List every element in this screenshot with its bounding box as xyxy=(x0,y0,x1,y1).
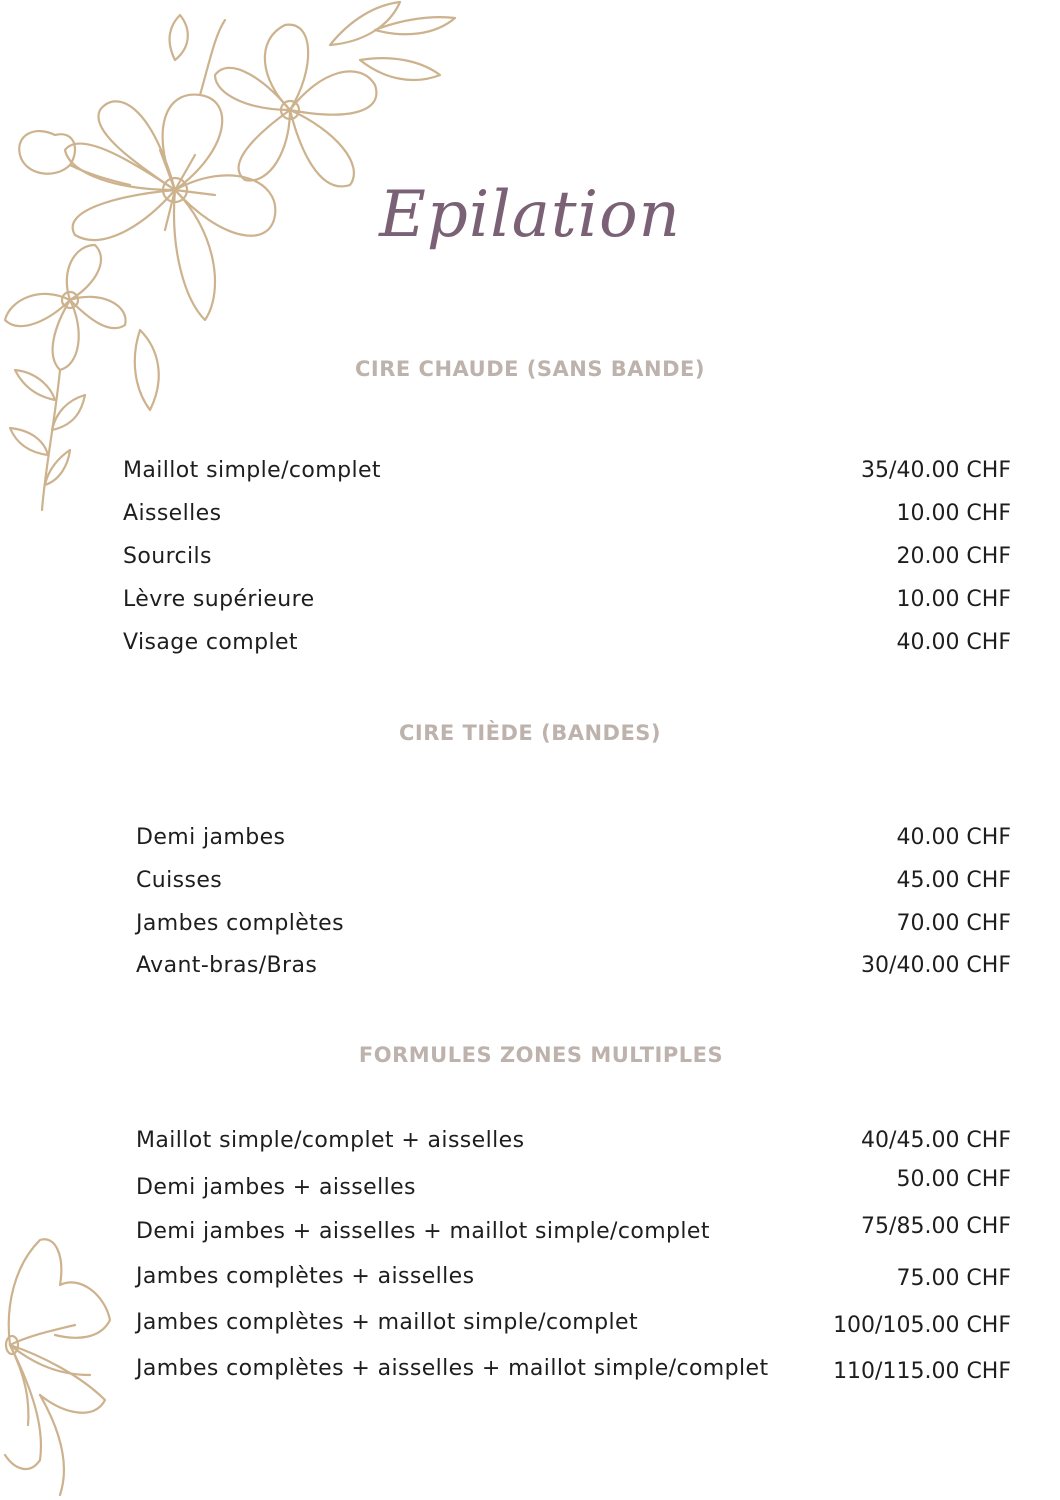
service-name: Aisselles xyxy=(123,501,222,526)
price-row xyxy=(0,587,1060,621)
service-price: 35/40.00 CHF xyxy=(861,458,1011,483)
service-name: Jambes complètes + aisselles xyxy=(136,1264,475,1289)
service-name: Sourcils xyxy=(123,544,212,569)
price-row xyxy=(0,1264,1060,1298)
service-name: Demi jambes xyxy=(136,825,286,850)
price-row xyxy=(0,1356,1060,1390)
service-price: 40.00 CHF xyxy=(896,825,1011,850)
service-name: Visage complet xyxy=(123,630,298,655)
service-price: 40.00 CHF xyxy=(896,630,1011,655)
service-price: 20.00 CHF xyxy=(896,544,1011,569)
service-name: Lèvre supérieure xyxy=(123,587,315,612)
price-row xyxy=(0,825,1060,859)
section-heading-cire-chaude: CIRE CHAUDE (SANS BANDE) xyxy=(355,357,705,381)
price-row xyxy=(0,953,1060,987)
service-price: 110/115.00 CHF xyxy=(833,1359,1011,1384)
price-row xyxy=(0,1128,1060,1162)
service-price: 75.00 CHF xyxy=(896,1266,1011,1291)
service-price: 45.00 CHF xyxy=(896,868,1011,893)
service-price: 30/40.00 CHF xyxy=(861,953,1011,978)
price-row xyxy=(0,630,1060,664)
service-price: 100/105.00 CHF xyxy=(833,1313,1011,1338)
floral-illustration-top xyxy=(0,0,470,520)
price-row xyxy=(0,1214,1060,1253)
service-name: Maillot simple/complet xyxy=(123,458,381,483)
section-heading-cire-tiede: CIRE TIÈDE (BANDES) xyxy=(398,721,662,745)
service-price: 10.00 CHF xyxy=(896,501,1011,526)
service-price: 70.00 CHF xyxy=(896,911,1011,936)
price-row xyxy=(0,501,1060,535)
price-row xyxy=(0,544,1060,578)
service-price: 40/45.00 CHF xyxy=(861,1128,1011,1153)
service-price: 10.00 CHF xyxy=(896,587,1011,612)
service-name: Jambes complètes + aisselles + maillot simple/complet xyxy=(136,1356,769,1381)
service-name: Avant-bras/Bras xyxy=(136,953,318,978)
service-price: 75/85.00 CHF xyxy=(861,1214,1011,1239)
price-row xyxy=(0,911,1060,945)
service-name: Maillot simple/complet + aisselles xyxy=(136,1128,525,1153)
service-price: 50.00 CHF xyxy=(896,1167,1011,1192)
service-name: Jambes complètes + maillot simple/complet xyxy=(136,1310,638,1335)
price-row xyxy=(0,458,1060,492)
price-row xyxy=(0,1310,1060,1344)
page-title: Epilation xyxy=(379,178,681,252)
service-name: Jambes complètes xyxy=(136,911,344,936)
section-heading-formules: FORMULES ZONES MULTIPLES xyxy=(358,1043,724,1067)
service-name: Cuisses xyxy=(136,868,223,893)
price-row xyxy=(0,868,1060,902)
price-row xyxy=(0,1167,1060,1207)
service-name: Demi jambes + aisselles xyxy=(136,1175,416,1200)
service-name: Demi jambes + aisselles + maillot simple/complet xyxy=(136,1219,710,1244)
